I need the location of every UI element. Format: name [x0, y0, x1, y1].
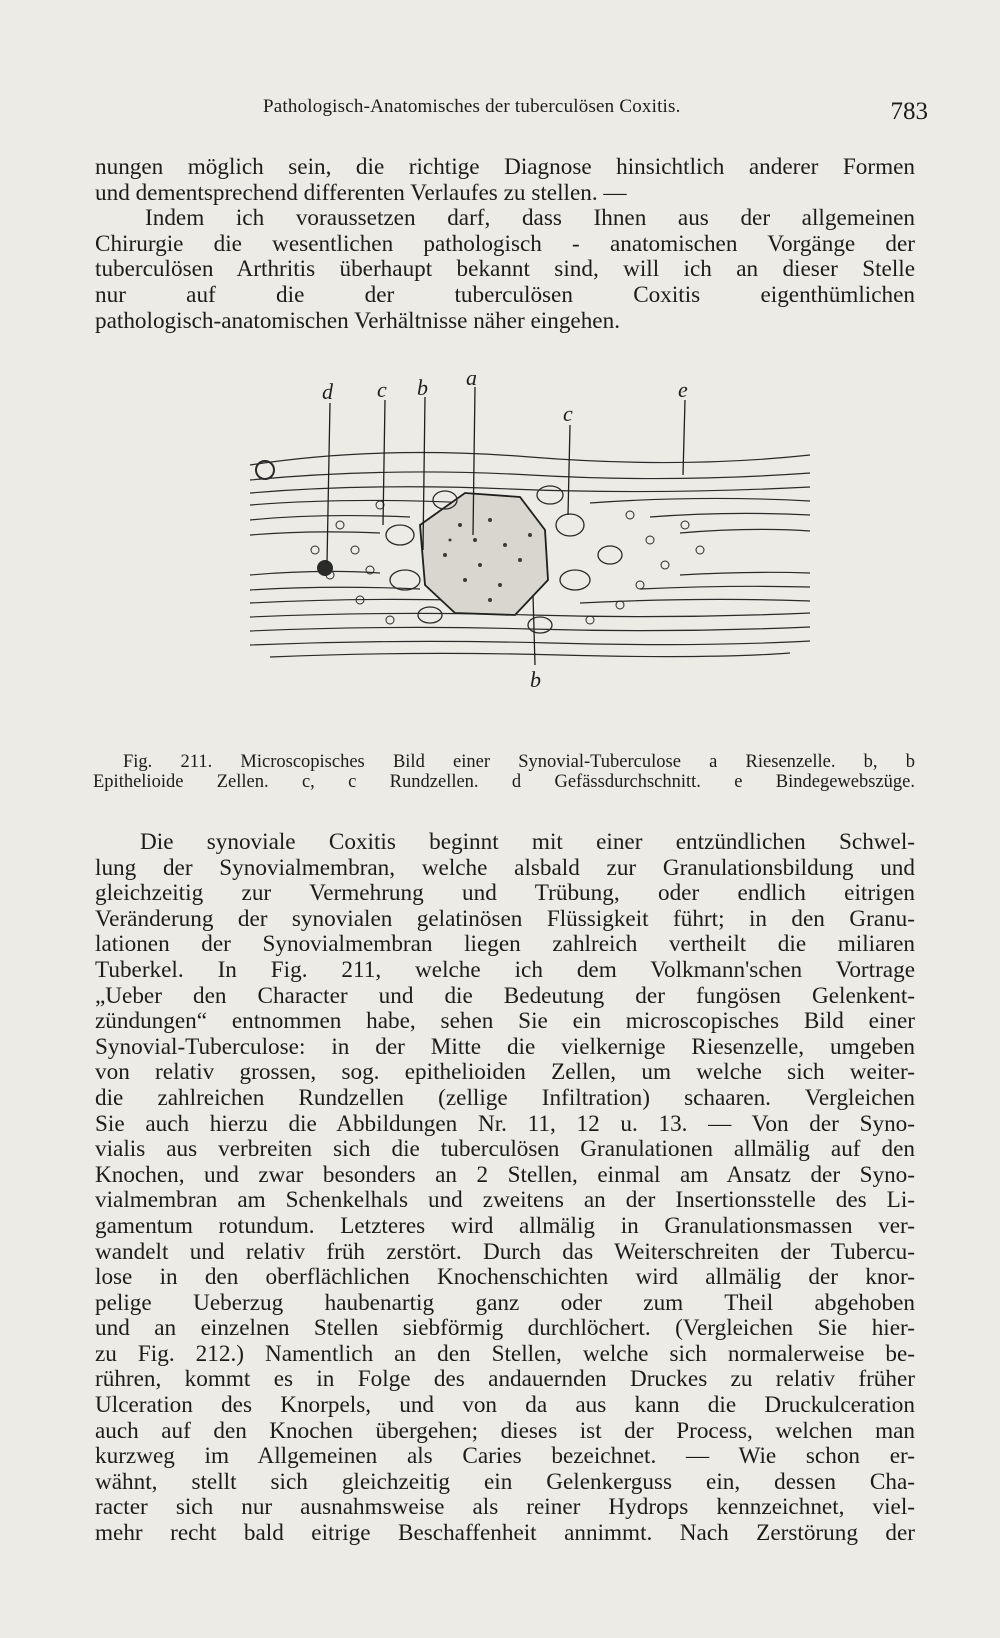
- text-line: tuberculösen Arthritis überhaupt bekannt sind, will ich an dieser Stelle: [95, 256, 915, 283]
- text-line: von relativ grossen, sog. epithelioiden Zellen, um welche sich weiter-: [95, 1059, 915, 1086]
- text-line: gleichzeitig zur Vermehrung und Trübung, oder endlich eitrigen: [95, 880, 915, 907]
- figure-label-a: a: [466, 375, 477, 390]
- figure-label-d: d: [322, 379, 333, 404]
- text-line: rühren, kommt es in Folge des andauernden Druckes zu relativ früher: [95, 1366, 915, 1393]
- text-line: die zahlreichen Rundzellen (zellige Infiltration) schaaren. Vergleichen: [95, 1084, 915, 1111]
- text-line: und dementsprechend differenten Verlaufes zu stellen. —: [95, 179, 627, 206]
- figure-label-c: c: [377, 377, 387, 402]
- figure-label-c: c: [563, 401, 573, 426]
- text-line: und an einzelnen Stellen siebförmig durchlöchert. (Vergleichen Sie hier-: [95, 1315, 915, 1342]
- caption-line: Fig. 211. Microscopisches Bild einer Synovial-Tuberculose a Riesenzelle. b, b: [123, 752, 915, 772]
- figure-caption: [93, 752, 915, 792]
- text-line: wandelt und relativ früh zerstört. Durch das Weiterschreiten der Tubercu-: [95, 1238, 915, 1265]
- text-line: Synovial-Tuberculose: in der Mitte die vielkernige Riesenzelle, umgeben: [95, 1033, 915, 1060]
- text-line: auch auf den Knochen übergehen; dieses ist der Process, welchen man: [95, 1417, 915, 1444]
- figure-label-b: b: [530, 667, 541, 692]
- text-line: zu Fig. 212.) Namentlich an den Stellen, welche sich normalerweise be-: [95, 1340, 915, 1367]
- text-line: Sie auch hierzu die Abbildungen Nr. 11, 12 u. 13. — Von der Syno-: [95, 1110, 915, 1137]
- text-line: vialis aus verbreiten sich die tuberculösen Granulationen allmälig auf den: [95, 1136, 915, 1163]
- text-line: Veränderung der synovialen gelatinösen Flüssigkeit führt; in den Granu-: [95, 905, 915, 932]
- text-line: vialmembran am Schenkelhals und zweitens an der Insertionsstelle des Li-: [95, 1187, 915, 1214]
- text-line: Die synoviale Coxitis beginnt mit einer entzündlichen Schwel-: [140, 829, 915, 855]
- text-line: nur auf die der tuberculösen Coxitis eigenthümlichen: [95, 281, 915, 308]
- caption-line: Epithelioide Zellen. c, c Rundzellen. d Gefässdurchschnitt. e Bindegewebszüge.: [93, 772, 915, 792]
- page-header: [95, 90, 928, 130]
- text-line: Indem ich voraussetzen darf, dass Ihnen aus der allgemeinen: [145, 205, 915, 232]
- intro-paragraph: [95, 155, 915, 334]
- running-title: Pathologisch-Anatomisches der tuberculösen Coxitis.: [263, 96, 681, 117]
- figure-label-e: e: [678, 377, 688, 402]
- text-line: pelige Ueberzug haubenartig ganz oder zum Theil abgehoben: [95, 1289, 915, 1316]
- text-line: lationen der Synovialmembran liegen zahlreich vertheilt die miliaren: [95, 931, 915, 958]
- text-line: zündungen“ entnommen habe, sehen Sie ein microscopisches Bild einer: [95, 1008, 915, 1035]
- text-line: kurzweg im Allgemeinen als Caries bezeichnet. — Wie schon er-: [95, 1443, 915, 1470]
- text-line: wähnt, stellt sich gleichzeitig ein Gelenkerguss ein, dessen Cha-: [95, 1468, 915, 1495]
- text-line: Ulceration des Knorpels, und von da aus kann die Druckulceration: [95, 1392, 915, 1419]
- text-line: Knochen, und zwar besonders an 2 Stellen, einmal am Ansatz der Syno-: [95, 1161, 915, 1188]
- figure-211-illustration: [230, 375, 830, 745]
- text-line: „Ueber den Character und die Bedeutung der fungösen Gelenkent-: [95, 982, 915, 1009]
- text-line: mehr recht bald eitrige Beschaffenheit annimmt. Nach Zerstörung der: [95, 1520, 915, 1547]
- text-line: racter sich nur ausnahmsweise als reiner Hydrops kennzeichnet, viel-: [95, 1494, 915, 1521]
- page-number: 783: [890, 98, 928, 125]
- text-line: Chirurgie die wesentlichen pathologisch - anatomischen Vorgänge der: [95, 230, 915, 257]
- text-line: gamentum rotundum. Letzteres wird allmälig in Granulationsmassen ver-: [95, 1212, 915, 1239]
- text-line: lung der Synovialmembran, welche alsbald zur Granulationsbildung und: [95, 854, 915, 881]
- text-line: pathologisch-anatomischen Verhältnisse näher eingehen.: [95, 307, 620, 334]
- text-line: Tuberkel. In Fig. 211, welche ich dem Volkmann'schen Vortrage: [95, 956, 915, 983]
- text-line: nungen möglich sein, die richtige Diagnose hinsichtlich anderer Formen: [95, 154, 915, 180]
- text-line: lose in den oberflächlichen Knochenschichten wird allmälig der knor-: [95, 1264, 915, 1291]
- microscopic-drawing: [230, 375, 830, 745]
- figure-label-b: b: [417, 375, 428, 400]
- body-paragraph: [95, 830, 915, 1547]
